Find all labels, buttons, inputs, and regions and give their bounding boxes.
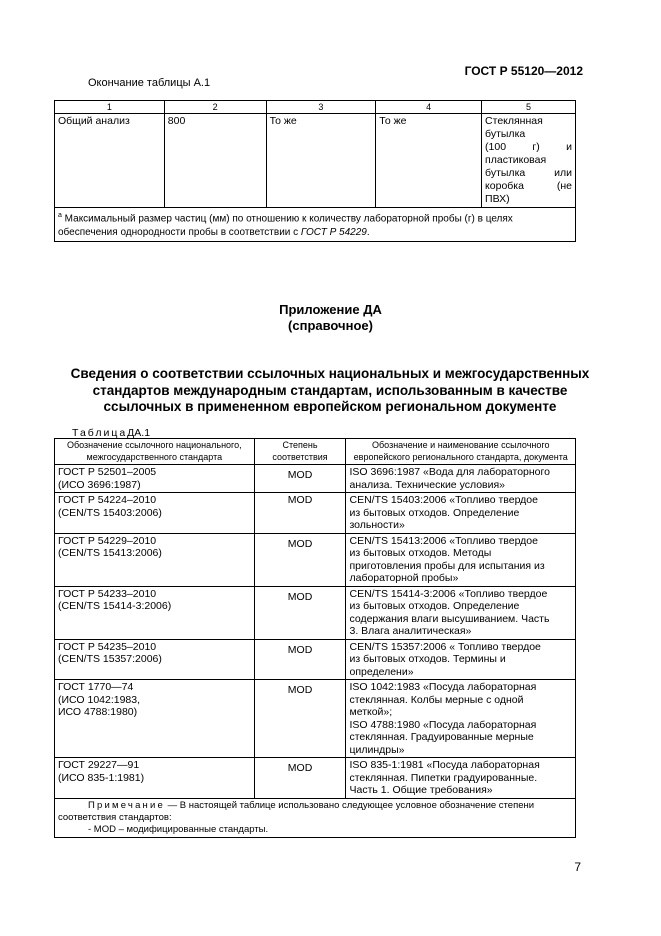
- european-standard: ISO 835-1:1981 «Посуда лабораторная стеклянная. Пипетки градуированные. Часть 1. Общие требования»: [346, 758, 576, 799]
- table-row: [55, 493, 576, 534]
- degree-value: MOD: [254, 465, 346, 493]
- column-number: 2: [164, 101, 266, 114]
- european-standard: ISO 3696:1987 «Вода для лабораторного анализа. Технические условия»: [346, 465, 576, 493]
- table-row: [55, 586, 576, 639]
- table-footnote: $^а$ Максимальный размер частиц (мм) по отношению к количеству лабораторной пробы (г) в целях обеспечения однородности пробы в соответствии с ГОСТ Р 54229.: [55, 208, 576, 242]
- national-standard: ГОСТ Р 54229–2010 (CEN/TS 15413:2006): [55, 533, 255, 586]
- national-standard: ГОСТ Р 54235–2010 (CEN/TS 15357:2006): [55, 639, 255, 680]
- column-number: 5: [482, 101, 576, 114]
- table-row: [55, 758, 576, 799]
- document-code: ГОСТ Р 55120—2012: [464, 64, 583, 78]
- european-standard: CEN/TS 15414-3:2006 «Топливо твердое из бытовых отходов. Определение содержания влаги высушиванием. Часть 3. Влага аналитическая»: [346, 586, 576, 639]
- note-label: Примечание: [88, 799, 165, 811]
- national-standard: ГОСТ Р 52501–2005 (ИСО 3696:1987): [55, 465, 255, 493]
- table-header-row: [55, 101, 576, 114]
- degree-value: MOD: [254, 533, 346, 586]
- european-standard: CEN/TS 15403:2006 «Топливо твердое из бытовых отходов. Определение зольности»: [346, 493, 576, 534]
- degree-value: MOD: [254, 758, 346, 799]
- degree-value: MOD: [254, 586, 346, 639]
- european-standard: ISO 1042:1983 «Посуда лабораторная стеклянная. Колбы мерные с одной меткой»; ISO 4788:1980 «Посуда лабораторная стеклянная. Градуированные мерные цилиндры»: [346, 680, 576, 758]
- table-label: ТаблицаДА.1: [72, 427, 151, 439]
- header-degree: Степень соответствия: [254, 439, 346, 465]
- column-number: 1: [55, 101, 165, 114]
- section-title: Сведения о соответствии ссылочных национальных и межгосударственных стандартов международным стандартам, использованным в качестве ссылочных в примененном европейском региональном документе: [70, 366, 590, 414]
- table-row: [55, 639, 576, 680]
- table-row: [55, 465, 576, 493]
- table-row: [55, 114, 576, 208]
- footnote-row: [55, 208, 576, 242]
- degree-value: MOD: [254, 639, 346, 680]
- container-cell: Стеклянная бутылка (100 г) и пластиковая бутылка или коробка (не ПВХ): [482, 114, 576, 208]
- national-standard: ГОСТ 1770—74 (ИСО 1042:1983, ИСО 4788:1980): [55, 680, 255, 758]
- european-standard: CEN/TS 15413:2006 «Топливо твердое из бытовых отходов. Методы приготовления пробы для испытания из лабораторной пробы»: [346, 533, 576, 586]
- cell-same: То же: [376, 114, 482, 208]
- national-standard: ГОСТ Р 54224–2010 (CEN/TS 15403:2006): [55, 493, 255, 534]
- table-note: Примечание — В настоящей таблице использовано следующее условное обозначение степени соответствия стандартов: - MOD – модифицированные стандарты.: [55, 798, 576, 837]
- cell-same: То же: [266, 114, 376, 208]
- column-number: 3: [266, 101, 376, 114]
- appendix-title: Приложение ДА: [279, 302, 382, 317]
- page-number: 7: [574, 860, 581, 874]
- table-row: [55, 533, 576, 586]
- degree-value: MOD: [254, 680, 346, 758]
- analysis-name: Общий анализ: [55, 114, 165, 208]
- appendix-heading: [0, 302, 661, 334]
- table-da1: [54, 438, 576, 838]
- national-standard: ГОСТ Р 54233–2010 (CEN/TS 15414-3:2006): [55, 586, 255, 639]
- column-number: 4: [376, 101, 482, 114]
- national-standard: ГОСТ 29227—91 (ИСО 835-1:1981): [55, 758, 255, 799]
- note-row: [55, 798, 576, 837]
- standard-reference: ГОСТ Р 54229: [300, 227, 367, 239]
- european-standard: CEN/TS 15357:2006 « Топливо твердое из бытовых отходов. Термины и определени»: [346, 639, 576, 680]
- analysis-value: 800: [164, 114, 266, 208]
- appendix-subtitle: (справочное): [288, 318, 373, 333]
- header-national-standard: Обозначение ссылочного национального, межгосударственного стандарта: [55, 439, 255, 465]
- table-a1: [54, 100, 576, 242]
- table-row: [55, 680, 576, 758]
- header-european-standard: Обозначение и наименование ссылочного европейского регионального стандарта, документа: [346, 439, 576, 465]
- table-continuation-caption: Окончание таблицы А.1: [88, 77, 211, 89]
- table-header-row: [55, 439, 576, 465]
- degree-value: MOD: [254, 493, 346, 534]
